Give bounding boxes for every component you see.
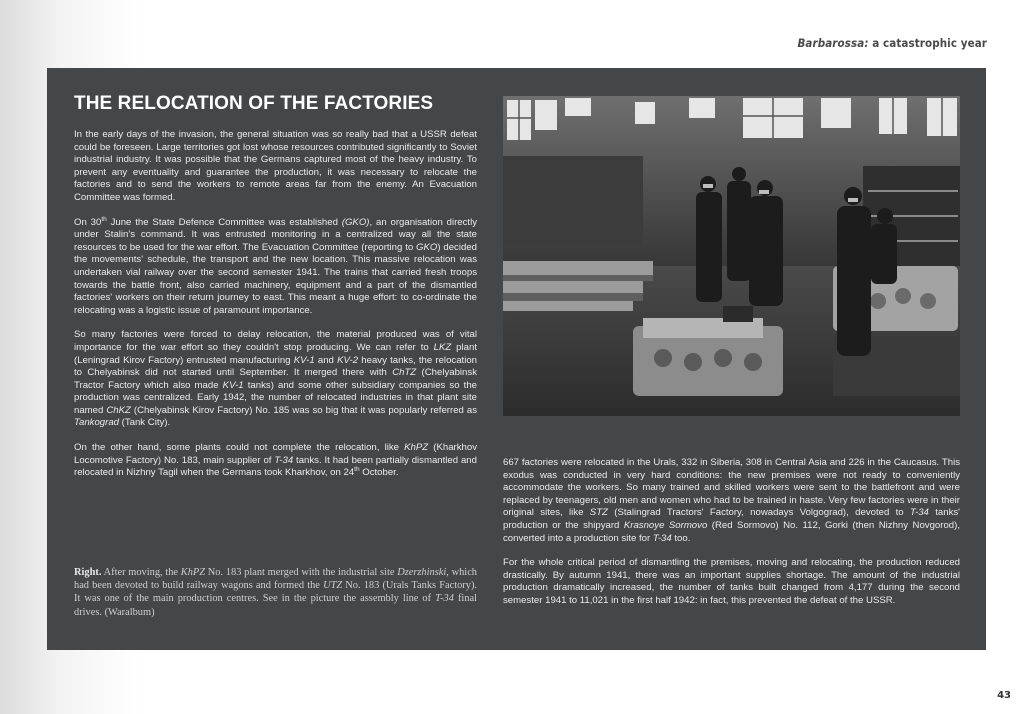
article-title: THE RELOCATION OF THE FACTORIES	[74, 93, 434, 114]
photo-caption: Right. After moving, the KhPZ No. 183 plant merged with the industrial site Dzerzhinski, which had been devoted to build railway wagons and formed the UTZ No. 183 (Urals Tanks Factory). It was one of the main production centres. See in the picture the assembly line of T-34 final drives. (Waralbum)	[74, 567, 478, 618]
article-panel	[47, 68, 986, 650]
running-head-book-title: Barbarossa:	[797, 36, 869, 50]
paragraph-kharkhov: On the other hand, some plants could not complete the relocation, like KhPZ (Kharkhov Locomotive Factory) No. 183, main supplier of T-34 tanks. It had been partially dismantled and relocated in Nizhny Tagil when the Germans took Kharkhov, on 24th October.	[74, 442, 478, 479]
paragraph-gko: On 30th June the State Defence Committee was established (GKO), an organisation directly under Stalin's command. It was entrusted monitoring in a centralized way all the state resources to be used for the war effort. The Evacuation Committee (reporting to GKO) decided the movements' schedule, the transport and the new location. This massive relocation was undertaken vial railway over the second semester 1941. The trains that carried fresh troops towards the battle front, also carried machinery, equipment and a part of the dismantled factories' workers on their return journey to east. This meant a huge effort: to co-ordinate the relocating was a logistic issue of paramount importance.	[74, 215, 478, 316]
paragraph-relocated-numbers: 667 factories were relocated in the Urals, 332 in Siberia, 308 in Central Asia and 226 in the Caucasus. This exodus was conducted in very hard conditions: the new premises were not ready to conveniently accommodate the workers. So many trained and skilled workers were sent to the battlefront and were replaced by teenagers, old men and women who had to be trained in haste. Very few factories were in their original sites, like STZ (Stalingrad Tractors' Factory, nowadays Volgograd), devoted to T-34 tanks' production or the shipyard Krasnoye Sormovo (Red Sormovo) No. 112, Gorki (then Nizhny Novgorod), converted into a production site for T-34 too.	[503, 457, 960, 544]
right-column	[503, 457, 960, 620]
paragraph-delayed-factories: So many factories were forced to delay relocation, the material produced was of vital importance for the war effort so they couldn't stop producing. We can refer to LKZ plant (Leningrad Kirov Factory) entrusted manufacturing KV-1 and KV-2 heavy tanks, the relocation to Chelyabinsk did not started until September. It merged there with ChTZ (Chelyabinsk Tractor Factory which also made KV-1 tanks) and some other subsidiary companies so the production was centralized. Early 1942, the number of relocated industries in that plant site named ChKZ (Chelyabinsk Kirov Factory) No. 185 was so big that it was popularly referred as Tankograd (Tank City).	[74, 329, 478, 429]
left-column	[74, 129, 477, 492]
running-head	[797, 36, 987, 50]
paragraph-intro: In the early days of the invasion, the general situation was so really bad that a USSR defeat could be foreseen. Large territories got lost whose resources contributed significantly to Soviet industrial industry. It was possible that the Germans captured most of the heavy industry. To prevent any eventuality and guarantee the production, it was necessary to relocate the factories and to send the workers to remote areas far from the enemy. An Evacuation Committee was formed.	[74, 129, 477, 203]
running-head-chapter: a catastrophic year	[868, 36, 987, 50]
factory-assembly-line-photo	[503, 96, 960, 416]
paragraph-production-drop: For the whole critical period of dismantling the premises, moving and relocating, the production reduced drastically. By autumn 1941, there was an important supplies shortage. The amount of the industrial production dramatically increased, the number of tanks built changed from 4,177 during the second semester 1941 to 11,021 in the first half 1942: in fact, this prevented the defeat of the USSR.	[503, 557, 960, 606]
page-number: 43	[997, 690, 1011, 701]
